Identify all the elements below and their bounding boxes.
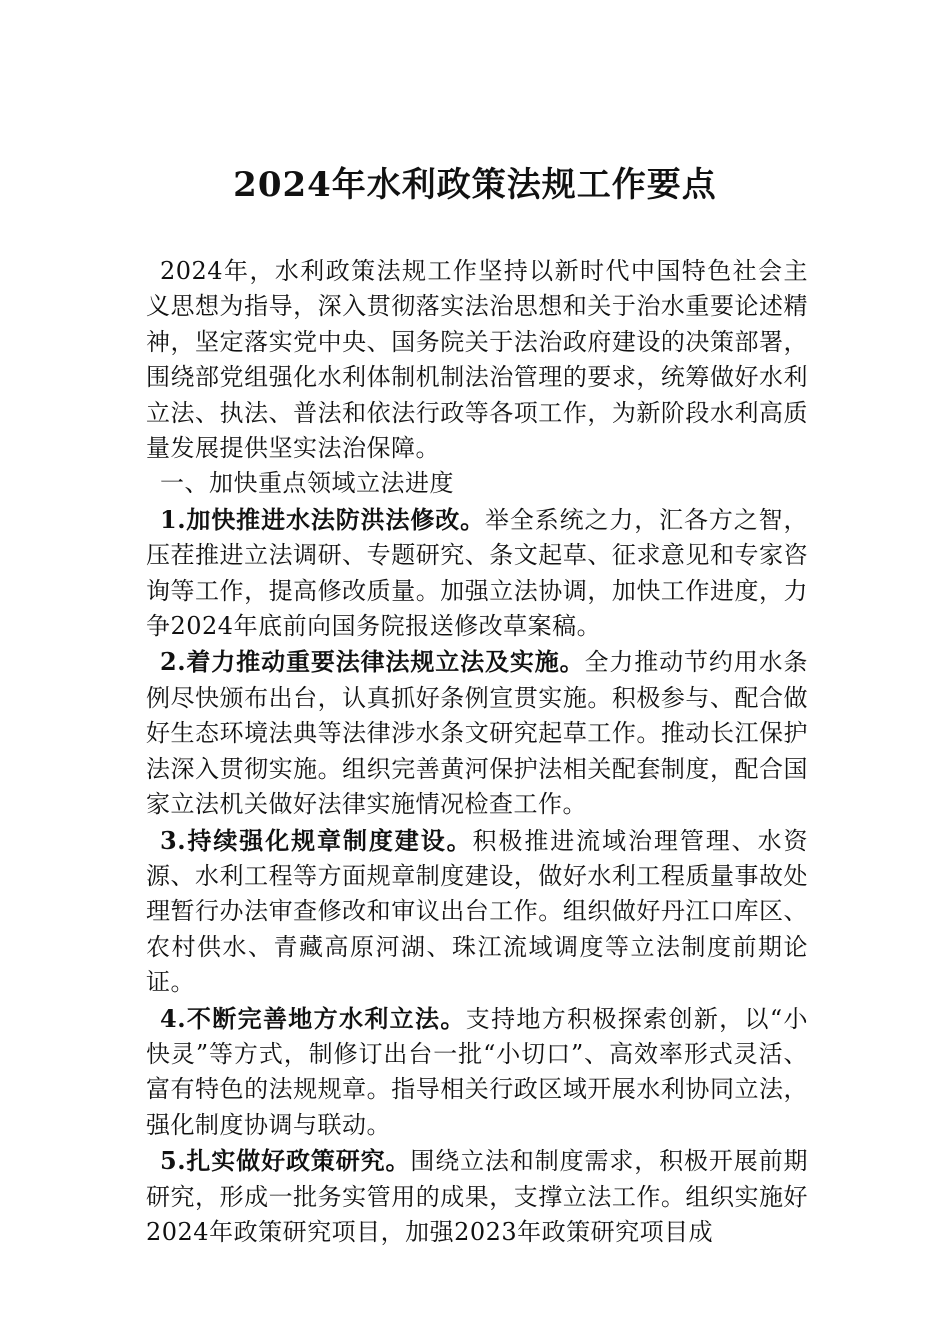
item-text-5: 围绕立法和制度需求，积极开展前期研究，形成一批务实管用的成果，支撑立法工作。组织实施好2024年政策研究项目，加强2023年政策研究项目成 (146, 1147, 809, 1246)
item-text-4: 支持地方积极探索创新，以“小快灵”等方式，制修订出台一批“小切口”、高效率形式灵活、富有特色的法规规章。指导相关行政区域开展水利协同立法，强化制度协调与联动。 (146, 1004, 808, 1139)
item-lead-4: 4.不断完善地方水利立法。 (160, 1003, 466, 1033)
item-paragraph-1 (146, 502, 808, 645)
item-text-1: 举全系统之力，汇各方之智，压茬推进立法调研、专题研究、条文起草、征求意见和专家咨询等工作，提高修改质量。加强立法协调，加快工作进度，力争2024年底前向国务院报送修改草案稿。 (146, 505, 808, 641)
item-paragraph-3 (146, 823, 808, 1001)
section-heading: 一、加快重点领域立法进度 (160, 469, 454, 498)
item-lead-2: 2.着力推动重要法律法规立法及实施。 (160, 647, 585, 677)
item-paragraph-2 (146, 644, 808, 822)
item-paragraph-5 (146, 1143, 808, 1250)
item-text-2: 全力推动节约用水条例尽快颁布出台，认真抓好条例宣贯实施。积极参与、配合做好生态环境法典等法律涉水条文研究起草工作。推动长江保护法深入贯彻实施。组织完善黄河保护法相关配套制度，配合国家立法机关做好法律实施情况检查工作。 (146, 648, 809, 819)
item-lead-1: 1.加快推进水法防洪法修改。 (160, 504, 485, 534)
item-lead-5: 5.扎实做好政策研究。 (160, 1146, 411, 1176)
item-lead-3: 3.持续强化规章制度建设。 (160, 825, 473, 855)
document-body (146, 254, 808, 1250)
item-paragraph-4 (146, 1001, 808, 1144)
intro-paragraph: 2024年，水利政策法规工作坚持以新时代中国特色社会主义思想为指导，深入贯彻落实法治思想和关于治水重要论述精神，坚定落实党中央、国务院关于法治政府建设的决策部署，围绕部党组强化水利体制机制法治管理的要求，统筹做好水利立法、执法、普法和依法行政等各项工作，为新阶段水利高质量发展提供坚实法治保障。 (146, 257, 808, 463)
item-text-3: 积极推进流域治理管理、水资源、水利工程等方面规章制度建设，做好水利工程质量事故处理暂行办法审查修改和审议出台工作。组织做好丹江口库区、农村供水、青藏高原河湖、珠江流域调度等立法制度前期论证。 (146, 826, 808, 997)
document-title: 2024年水利政策法规工作要点 (233, 165, 717, 205)
